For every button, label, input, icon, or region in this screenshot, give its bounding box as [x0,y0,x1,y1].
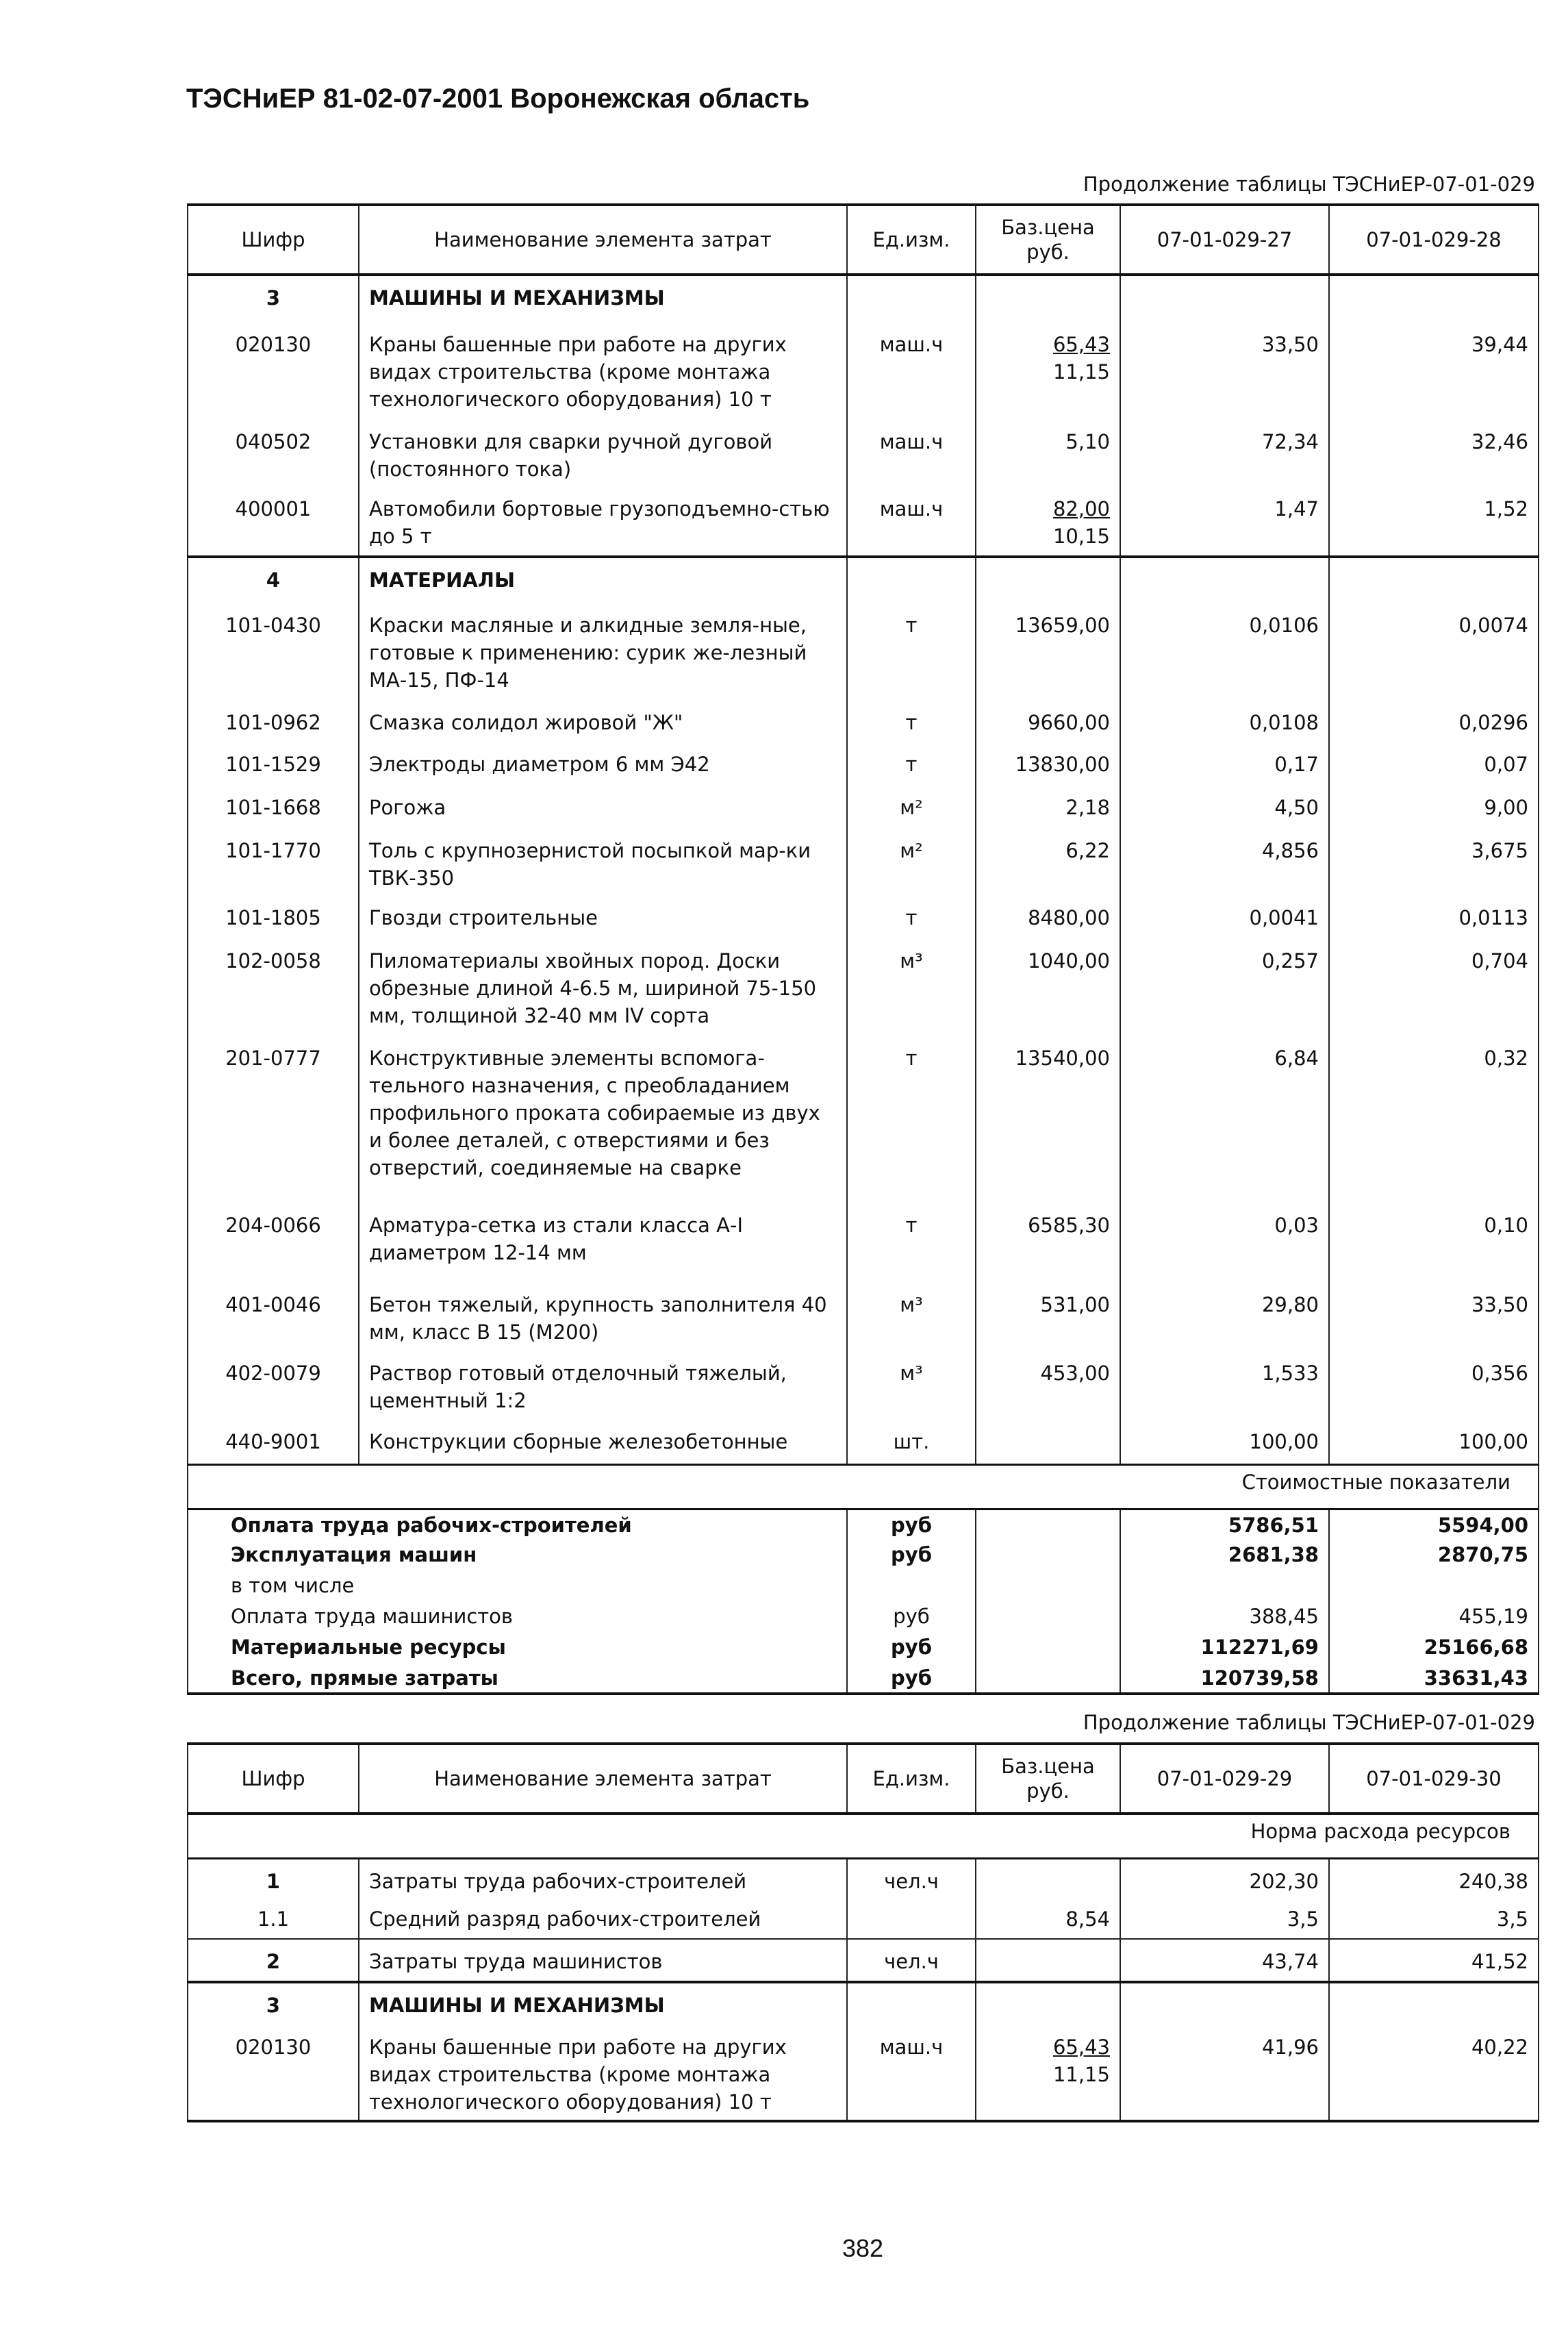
empty-cell [976,1570,1120,1601]
cost-summary-row [188,1570,1539,1601]
unit: чел.ч [847,1858,976,1897]
band-label: Норма расхода ресурсов [188,1814,1539,1858]
resource-row [188,2025,1539,2121]
section-number: 4 [188,557,359,603]
unit: м³ [847,1283,976,1351]
resource-row [188,829,1539,896]
unit: т [847,603,976,701]
norm-value-2: 0,10 [1329,1203,1539,1283]
base-price [976,420,1120,487]
resource-table-1 [187,203,1539,1695]
norm-value-2: 9,00 [1329,786,1539,829]
resource-name: Конструктивные элементы вспомога-тельного назначения, с преобладанием профильного проката собираемые из двух и более деталей, с отверстиями и без отверстий, соединяемые на сварке [359,1036,847,1203]
norm-value-2: 0,0296 [1329,701,1539,742]
base-price [976,786,1120,829]
base-price-value: 5,10 [1065,430,1110,453]
unit: руб [847,1601,976,1632]
base-price [976,896,1120,939]
resource-name: Автомобили бортовые грузоподъемно-стью до 5 т [359,487,847,557]
unit: маш.ч [847,2025,976,2121]
table-header-row [188,205,1539,275]
resource-name: Затраты труда машинистов [359,1939,847,1982]
base-price [976,323,1120,420]
column-header: 07-01-029-27 [1120,205,1329,275]
norm-value-1: 1,533 [1120,1351,1329,1420]
empty-cell [1329,1982,1539,2025]
base-price [976,1939,1120,1982]
unit: т [847,1203,976,1283]
norm-value-2: 240,38 [1329,1858,1539,1897]
cost-summary-row [188,1632,1539,1663]
empty-cell [1120,1982,1329,2025]
unit [847,1897,976,1939]
resource-table-2 [187,1742,1539,2122]
base-price-wage-part: 11,15 [1052,360,1110,384]
resource-name: Раствор готовый отделочный тяжелый, цементный 1:2 [359,1351,847,1420]
base-price-value: 13540,00 [1015,1047,1110,1070]
unit: руб [847,1632,976,1663]
unit: руб [847,1540,976,1570]
resource-row [188,742,1539,786]
resource-name: Средний разряд рабочих-строителей [359,1897,847,1939]
section-row [188,275,1539,323]
norm-value-1: 202,30 [1120,1858,1329,1897]
norm-value-1: 4,50 [1120,786,1329,829]
base-price [976,2025,1120,2121]
resource-code: 101-1805 [188,896,359,939]
base-price-value: 2,18 [1065,796,1110,819]
cost-value-2 [1329,1570,1539,1601]
unit: маш.ч [847,487,976,557]
column-header: Баз.цена руб. [976,1744,1120,1814]
base-price [976,1036,1120,1203]
norm-value-1: 0,0106 [1120,603,1329,701]
empty-cell [976,1982,1120,2025]
base-price [976,829,1120,896]
base-price [976,939,1120,1036]
section-row [188,557,1539,603]
cost-value-1: 112271,69 [1120,1632,1329,1663]
cost-label: Оплата труда машинистов [188,1601,847,1632]
section-row [188,1982,1539,2025]
empty-cell [976,1632,1120,1663]
band-row [188,1814,1539,1858]
cost-value-1: 388,45 [1120,1601,1329,1632]
resource-name: Пиломатериалы хвойных пород. Доски обрезные длиной 4-6.5 м, шириной 75-150 мм, толщиной 32-40 мм IV сорта [359,939,847,1036]
empty-cell [1120,275,1329,323]
unit: т [847,1036,976,1203]
unit: м³ [847,939,976,1036]
resource-row [188,1858,1539,1897]
column-header: Шифр [188,1744,359,1814]
norm-value-1: 1,47 [1120,487,1329,557]
resource-code: 401-0046 [188,1283,359,1351]
resource-code: 201-0777 [188,1036,359,1203]
resource-code: 101-1770 [188,829,359,896]
base-price-value: 531,00 [1040,1293,1110,1316]
resource-code: 102-0058 [188,939,359,1036]
norm-value-2: 32,46 [1329,420,1539,487]
section-title: МАТЕРИАЛЫ [359,557,847,603]
resource-name: Краски масляные и алкидные земля-ные, готовые к применению: сурик же-лезный МА-15, ПФ-14 [359,603,847,701]
unit: маш.ч [847,323,976,420]
section-number: 3 [188,1982,359,2025]
resource-row [188,420,1539,487]
norm-value-1: 6,84 [1120,1036,1329,1203]
norm-value-1: 72,34 [1120,420,1329,487]
empty-cell [976,1509,1120,1540]
table2-caption: Продолжение таблицы ТЭСНиЕР-07-01-029 [1083,1711,1535,1734]
unit: руб [847,1509,976,1540]
resource-row [188,1283,1539,1351]
base-price-value: 6,22 [1065,839,1110,862]
base-price-wage-part: 10,15 [1052,525,1110,548]
cost-summary-row [188,1540,1539,1570]
cost-value-1: 5786,51 [1120,1509,1329,1540]
empty-cell [976,275,1120,323]
norm-value-1: 33,50 [1120,323,1329,420]
resource-name: Рогожа [359,786,847,829]
unit: чел.ч [847,1939,976,1982]
resource-code: 1 [188,1858,359,1897]
unit: шт. [847,1420,976,1464]
resource-row [188,487,1539,557]
resource-code: 020130 [188,323,359,420]
base-price-value: 13830,00 [1015,753,1110,776]
cost-label: Оплата труда рабочих-строителей [188,1509,847,1540]
column-header: Баз.цена руб. [976,205,1120,275]
page-number: 382 [842,2234,884,2262]
base-price-value: 13659,00 [1015,614,1110,637]
empty-cell [976,1663,1120,1694]
column-header: Шифр [188,205,359,275]
norm-value-1: 0,0041 [1120,896,1329,939]
resource-code: 040502 [188,420,359,487]
empty-cell [976,1540,1120,1570]
norm-value-1: 100,00 [1120,1420,1329,1464]
base-price [976,1283,1120,1351]
cost-value-2: 25166,68 [1329,1632,1539,1663]
norm-value-1: 4,856 [1120,829,1329,896]
band-row [188,1464,1539,1509]
norm-value-2: 40,22 [1329,2025,1539,2121]
column-header: Ед.изм. [847,205,976,275]
resource-row [188,1939,1539,1982]
resource-code: 400001 [188,487,359,557]
section-title: МАШИНЫ И МЕХАНИЗМЫ [359,1982,847,2025]
base-price [976,1203,1120,1283]
resource-code: 402-0079 [188,1351,359,1420]
unit: м³ [847,1351,976,1420]
norm-value-2: 1,52 [1329,487,1539,557]
base-price [976,1858,1120,1897]
norm-value-2: 0,32 [1329,1036,1539,1203]
resource-code: 440-9001 [188,1420,359,1464]
resource-row [188,1036,1539,1203]
empty-cell [847,557,976,603]
empty-cell [847,1982,976,2025]
cost-value-2: 455,19 [1329,1601,1539,1632]
norm-value-2: 3,5 [1329,1897,1539,1939]
norm-value-1: 43,74 [1120,1939,1329,1982]
base-price-value: 8,54 [1065,1907,1110,1931]
column-header: Наименование элемента затрат [359,205,847,275]
resource-code: 101-1529 [188,742,359,786]
base-price-value: 453,00 [1040,1362,1110,1385]
base-price-value: 9660,00 [1028,711,1110,734]
norm-value-2: 0,0074 [1329,603,1539,701]
section-number: 3 [188,275,359,323]
norm-value-2: 33,50 [1329,1283,1539,1351]
resource-name: Смазка солидол жировой "Ж" [359,701,847,742]
resource-row [188,603,1539,701]
norm-value-2: 41,52 [1329,1939,1539,1982]
cost-summary-row [188,1601,1539,1632]
table1-caption: Продолжение таблицы ТЭСНиЕР-07-01-029 [1083,173,1535,196]
resource-name: Установки для сварки ручной дуговой (постоянного тока) [359,420,847,487]
unit: т [847,701,976,742]
cost-value-2: 2870,75 [1329,1540,1539,1570]
unit: м² [847,786,976,829]
band-label: Стоимостные показатели [188,1464,1539,1509]
cost-value-2: 5594,00 [1329,1509,1539,1540]
cost-summary-row [188,1663,1539,1694]
resource-name: Толь с крупнозернистой посыпкой мар-ки ТВК-350 [359,829,847,896]
resource-row [188,323,1539,420]
norm-value-1: 41,96 [1120,2025,1329,2121]
resource-name: Конструкции сборные железобетонные [359,1420,847,1464]
unit: т [847,742,976,786]
base-price [976,603,1120,701]
resource-name: Электроды диаметром 6 мм Э42 [359,742,847,786]
norm-value-1: 0,03 [1120,1203,1329,1283]
document-title: ТЭСНиЕР 81-02-07-2001 Воронежская область [186,84,810,114]
column-header: 07-01-029-29 [1120,1744,1329,1814]
base-price [976,701,1120,742]
cost-label: Эксплуатация машин [188,1540,847,1570]
base-price [976,1351,1120,1420]
base-price [976,1897,1120,1939]
norm-value-2: 100,00 [1329,1420,1539,1464]
unit: т [847,896,976,939]
cost-label: Всего, прямые затраты [188,1663,847,1694]
resource-row [188,1420,1539,1464]
base-price-value: 8480,00 [1028,906,1110,929]
resource-code: 101-1668 [188,786,359,829]
resource-row [188,786,1539,829]
column-header: Наименование элемента затрат [359,1744,847,1814]
resource-row [188,701,1539,742]
resource-name: Затраты труда рабочих-строителей [359,1858,847,1897]
resource-row [188,1203,1539,1283]
table-header-row [188,1744,1539,1814]
resource-row [188,1897,1539,1939]
cost-label: в том числе [188,1570,847,1601]
norm-value-1: 0,257 [1120,939,1329,1036]
norm-value-2: 0,356 [1329,1351,1539,1420]
norm-value-1: 29,80 [1120,1283,1329,1351]
resource-row [188,896,1539,939]
cost-value-1: 120739,58 [1120,1663,1329,1694]
empty-cell [1329,557,1539,603]
norm-value-1: 0,17 [1120,742,1329,786]
column-header: Ед.изм. [847,1744,976,1814]
cost-value-1: 2681,38 [1120,1540,1329,1570]
column-header: 07-01-029-30 [1329,1744,1539,1814]
resource-name: Арматура-сетка из стали класса А-I диаметром 12-14 мм [359,1203,847,1283]
resource-code: 020130 [188,2025,359,2121]
norm-value-2: 0,07 [1329,742,1539,786]
column-header: 07-01-029-28 [1329,205,1539,275]
unit: м² [847,829,976,896]
norm-value-2: 39,44 [1329,323,1539,420]
resource-name: Гвозди строительные [359,896,847,939]
norm-value-2: 0,0113 [1329,896,1539,939]
resource-name: Краны башенные при работе на других видах строительства (кроме монтажа технологического оборудования) 10 т [359,2025,847,2121]
base-price [976,742,1120,786]
empty-cell [976,557,1120,603]
resource-code: 2 [188,1939,359,1982]
base-price-wage-part: 11,15 [1052,2063,1110,2086]
resource-code: 204-0066 [188,1203,359,1283]
unit: маш.ч [847,420,976,487]
unit: руб [847,1663,976,1694]
resource-name: Краны башенные при работе на других видах строительства (кроме монтажа технологического оборудования) 10 т [359,323,847,420]
section-title: МАШИНЫ И МЕХАНИЗМЫ [359,275,847,323]
base-price-value: 1040,00 [1028,949,1110,973]
resource-code: 1.1 [188,1897,359,1939]
cost-summary-row [188,1509,1539,1540]
base-price [976,487,1120,557]
resource-code: 101-0962 [188,701,359,742]
resource-name: Бетон тяжелый, крупность заполнителя 40 мм, класс В 15 (М200) [359,1283,847,1351]
base-price-value: 65,43 [1052,333,1110,356]
base-price-value: 82,00 [1052,497,1110,521]
base-price-value: 6585,30 [1028,1214,1110,1237]
norm-value-2: 3,675 [1329,829,1539,896]
resource-row [188,939,1539,1036]
resource-row [188,1351,1539,1420]
base-price [976,1420,1120,1464]
resource-code: 101-0430 [188,603,359,701]
cost-value-1 [1120,1570,1329,1601]
empty-cell [1120,557,1329,603]
empty-cell [976,1601,1120,1632]
empty-cell [847,275,976,323]
unit [847,1570,976,1601]
norm-value-1: 3,5 [1120,1897,1329,1939]
cost-label: Материальные ресурсы [188,1632,847,1663]
norm-value-1: 0,0108 [1120,701,1329,742]
base-price-value: 65,43 [1052,2035,1110,2059]
norm-value-2: 0,704 [1329,939,1539,1036]
empty-cell [1329,275,1539,323]
cost-value-2: 33631,43 [1329,1663,1539,1694]
